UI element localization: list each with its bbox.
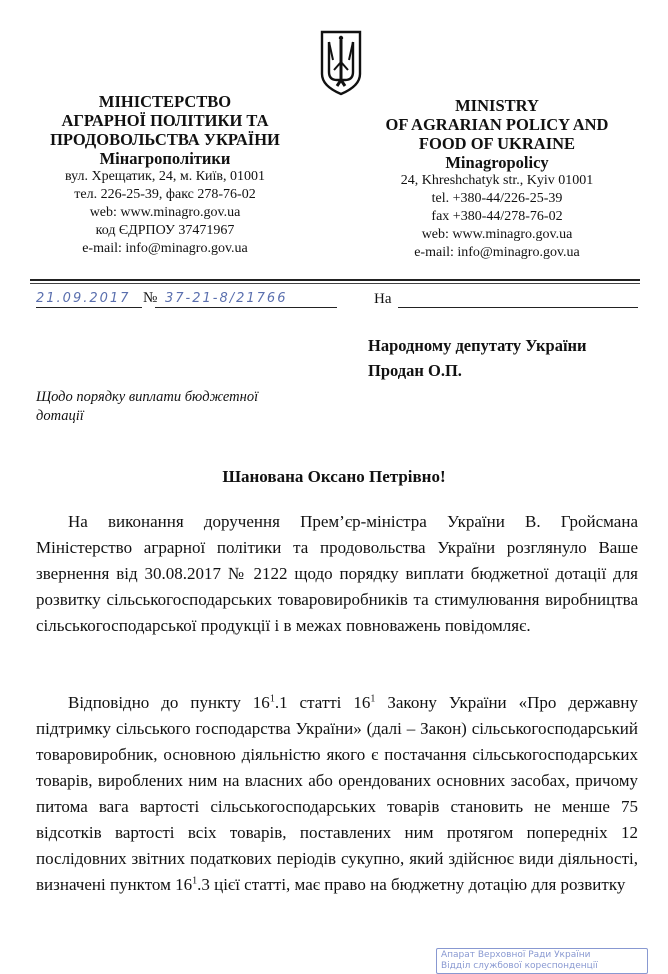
registration-stamp: [436, 948, 648, 974]
paragraph-2-part-d: .3 цієї статті, має право на бюджетну дотацію для розвитку: [197, 875, 626, 894]
header-divider-thin: [30, 283, 640, 284]
ministry-short-name: Мінагрополітики: [99, 149, 231, 168]
body-paragraph-1: [36, 509, 638, 639]
reference-label: На: [374, 291, 392, 307]
ministry-name-line3: ПРОДОВОЛЬСТВА УКРАЇНИ: [50, 130, 280, 149]
number-field: [155, 289, 337, 308]
stamp-line1: Апарат Верховної Ради України: [441, 950, 591, 960]
handwritten-date: 21.09.2017: [36, 291, 131, 306]
header-left-ua: [30, 92, 300, 258]
website: web: www.minagro.gov.ua: [89, 205, 241, 220]
recipient-title: Народному депутату України: [368, 336, 587, 355]
email: e-mail: info@minagro.gov.ua: [82, 241, 248, 256]
fax-en: fax +380-44/278-76-02: [431, 209, 563, 224]
ministry-short-name-en: Minagropolicy: [445, 153, 549, 172]
edrpou-code: код ЄДРПОУ 37471967: [95, 223, 235, 238]
recipient-name: Продан О.П.: [368, 361, 462, 380]
subject-line1: Щодо порядку виплати бюджетної: [36, 389, 259, 405]
ministry-name-en-line2: OF AGRARIAN POLICY AND: [385, 115, 609, 134]
ukraine-trident-emblem: [318, 30, 364, 96]
recipient-block: [368, 333, 587, 383]
phone-fax: тел. 226-25-39, факс 278-76-02: [74, 187, 256, 202]
header-divider: [30, 279, 640, 281]
address-en: 24, Khreshchatyk str., Kyiv 01001: [400, 173, 594, 188]
date-field: [36, 289, 142, 308]
superscript-2: 1: [370, 693, 376, 705]
salutation: Шанована Оксано Петрівно!: [222, 467, 446, 486]
ministry-name-line2: АГРАРНОЇ ПОЛІТИКИ ТА: [61, 111, 269, 130]
phone-en: tel. +380-44/226-25-39: [431, 191, 563, 206]
ministry-name-en-line3: FOOD OF UKRAINE: [418, 134, 576, 153]
subject-block: [36, 388, 286, 426]
ministry-name-line1: МІНІСТЕРСТВО: [98, 92, 232, 111]
body-paragraph-2: [36, 690, 638, 898]
handwritten-number: 37-21-8/21766: [165, 291, 288, 306]
paragraph-1-text: На виконання доручення Прем’єр-міністра України В. Гройсмана Міністерство аграрної політики та продовольства України розглянуло Ваше звернення від 30.08.2017 № 2122 щодо порядку виплати бюджетної дотації для розвитку сільськогосподарських товаровиробників та стимулювання виробництва сільськогосподарської продукції і в межах повноважень повідомляє.: [36, 512, 638, 635]
website-en: web: www.minagro.gov.ua: [421, 227, 573, 242]
subject-line2: дотації: [36, 408, 84, 424]
address: вул. Хрещатик, 24, м. Київ, 01001: [64, 169, 266, 184]
paragraph-2-part-c: Закону України «Про державну підтримку сільського господарства України» (далі – Закон) сільськогосподарський товаровиробник, основною діяльністю якого є постачання сільськогосподарських товарів, вироблених ним на власних або орендованих основних засобах, причому питома вага вартості сільськогосподарських товарів становить не менше 75 відсотків вартості всіх товарів, поставлених ним протягом попередніх 12 послідовних звітних податкових періодів сукупно, який здійснює види діяльності, визначені пунктом 16: [36, 693, 638, 894]
number-label: №: [143, 290, 158, 306]
superscript-1: 1: [269, 693, 275, 705]
header-right-en: [362, 96, 632, 262]
ministry-name-en-line1: MINISTRY: [455, 96, 539, 115]
email-en: e-mail: info@minagro.gov.ua: [414, 245, 580, 260]
superscript-3: 1: [192, 875, 198, 887]
paragraph-2-part-b: .1 статті 16: [274, 693, 371, 712]
paragraph-2-part-a: Відповідно до пункту 16: [68, 693, 270, 712]
stamp-line2: Відділ службової кореспонденції: [441, 961, 598, 971]
reference-line: [398, 307, 638, 308]
